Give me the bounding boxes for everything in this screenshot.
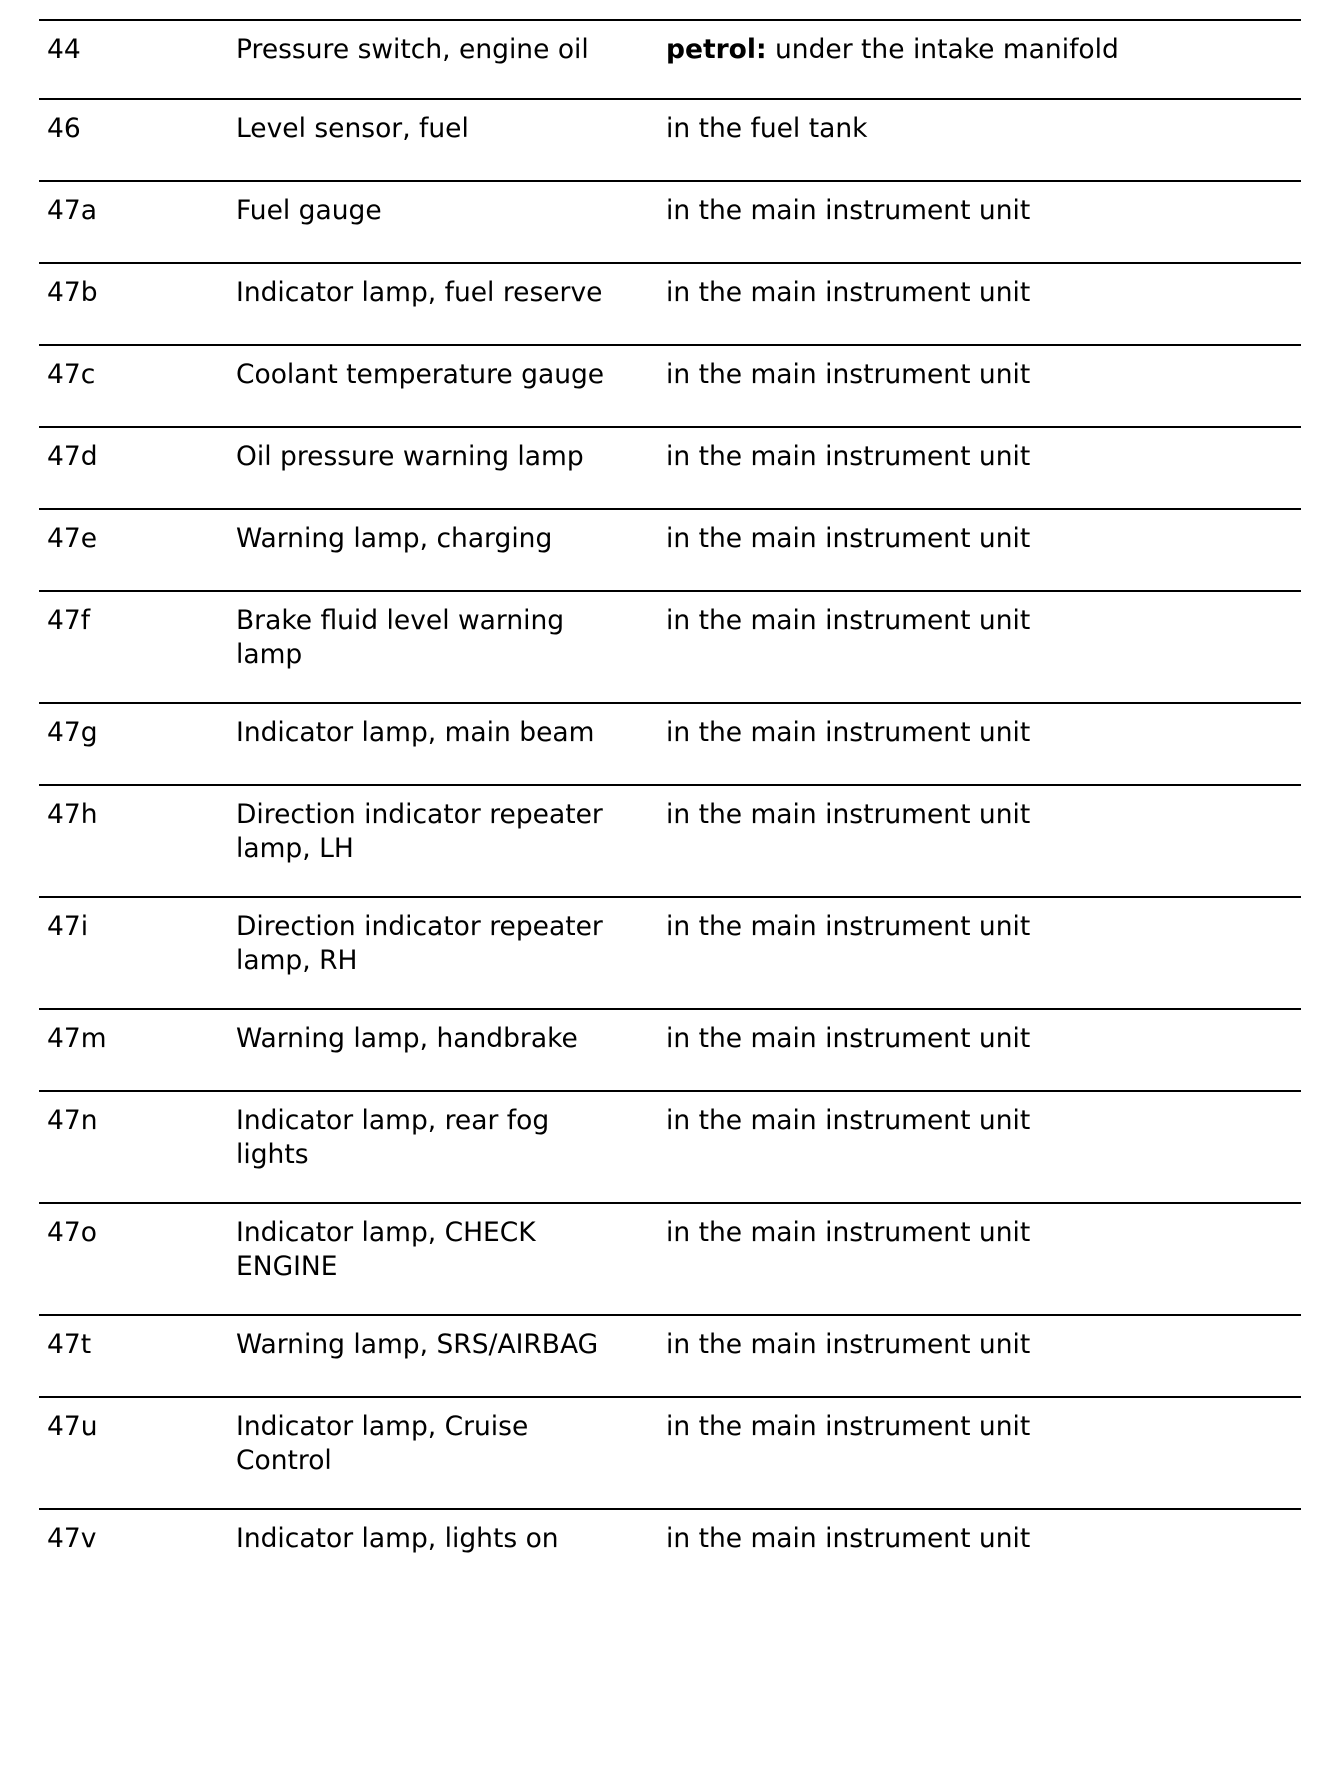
- component-name: [236, 1022, 578, 1056]
- component-name: [236, 440, 584, 474]
- component-name-line: Control: [236, 1445, 332, 1476]
- table-row: [39, 702, 1301, 784]
- component-name: [236, 1104, 549, 1172]
- component-name-line: Direction indicator repeater: [236, 911, 603, 942]
- component-name-line: Fuel gauge: [236, 195, 382, 226]
- component-name-line: lamp, LH: [236, 833, 354, 864]
- component-number: 47c: [47, 359, 96, 390]
- table-row: [39, 1314, 1301, 1396]
- table-row: [39, 508, 1301, 590]
- component-name-line: Warning lamp, SRS/AIRBAG: [236, 1329, 599, 1360]
- component-name-line: Direction indicator repeater: [236, 799, 603, 830]
- component-name-line: Indicator lamp, Cruise: [236, 1411, 529, 1442]
- component-name: [236, 522, 552, 556]
- component-name-line: Indicator lamp, main beam: [236, 717, 595, 748]
- component-name: [236, 358, 604, 392]
- table-row: [39, 19, 1301, 98]
- table-row: [39, 180, 1301, 262]
- component-name: [236, 716, 594, 750]
- table-row: [39, 896, 1301, 1008]
- component-name-line: Warning lamp, handbrake: [236, 1023, 578, 1054]
- component-name: [236, 276, 602, 310]
- component-location: in the main instrument unit: [666, 441, 1031, 472]
- component-number: 47d: [47, 441, 98, 472]
- component-number: 47a: [47, 195, 97, 226]
- component-number: 47f: [47, 605, 91, 636]
- component-name-line: Level sensor, fuel: [236, 113, 469, 144]
- table-row: [39, 1202, 1301, 1314]
- component-number: 47b: [47, 277, 98, 308]
- component-name-line: lights: [236, 1139, 309, 1170]
- component-number: 47n: [47, 1105, 98, 1136]
- component-name: [236, 798, 603, 866]
- engine-type-label: petrol:: [666, 34, 767, 65]
- component-number: 47e: [47, 523, 98, 554]
- component-location: in the main instrument unit: [666, 1411, 1031, 1442]
- component-location: in the main instrument unit: [666, 717, 1031, 748]
- component-location: in the fuel tank: [666, 113, 868, 144]
- component-location: in the main instrument unit: [666, 1329, 1031, 1360]
- component-name: [236, 910, 603, 978]
- component-location: in the main instrument unit: [666, 359, 1031, 390]
- component-location: in the main instrument unit: [666, 1523, 1031, 1554]
- component-name: [236, 1216, 536, 1284]
- component-name: [236, 194, 382, 228]
- component-name: [236, 604, 564, 672]
- component-name: [236, 1410, 528, 1478]
- component-name-line: Warning lamp, charging: [236, 523, 553, 554]
- table-row: [39, 98, 1301, 180]
- component-name-line: Indicator lamp, fuel reserve: [236, 277, 603, 308]
- component-location: in the main instrument unit: [666, 605, 1031, 636]
- component-location: in the main instrument unit: [666, 277, 1031, 308]
- component-name-line: Coolant temperature gauge: [236, 359, 605, 390]
- component-name-line: Indicator lamp, rear fog: [236, 1105, 550, 1136]
- component-name-line: Oil pressure warning lamp: [236, 441, 584, 472]
- table-row: [39, 1396, 1301, 1508]
- component-number: 44: [47, 34, 81, 65]
- component-location: in the main instrument unit: [666, 1105, 1031, 1136]
- component-name-line: lamp: [236, 639, 303, 670]
- component-number: 47m: [47, 1023, 107, 1054]
- component-name-line: ENGINE: [236, 1251, 338, 1282]
- component-number: 47v: [47, 1523, 97, 1554]
- component-number: 47h: [47, 799, 98, 830]
- table-row: [39, 262, 1301, 344]
- component-name: [236, 1328, 598, 1362]
- component-name: [236, 112, 469, 146]
- table-row: [39, 1090, 1301, 1202]
- component-name-line: Pressure switch, engine oil: [236, 34, 589, 65]
- table-row: [39, 344, 1301, 426]
- component-location-text: under the intake manifold: [766, 34, 1119, 65]
- component-location: in the main instrument unit: [666, 195, 1031, 226]
- component-number: 47u: [47, 1411, 98, 1442]
- component-location: in the main instrument unit: [666, 523, 1031, 554]
- component-name: [236, 33, 589, 67]
- component-location: in the main instrument unit: [666, 1217, 1031, 1248]
- component-name-line: Indicator lamp, CHECK: [236, 1217, 536, 1248]
- component-name-line: Brake fluid level warning: [236, 605, 565, 636]
- table-row: [39, 426, 1301, 508]
- component-name-line: lamp, RH: [236, 945, 358, 976]
- component-name: [236, 1522, 559, 1556]
- component-location: in the main instrument unit: [666, 911, 1031, 942]
- table-row: [39, 1508, 1301, 1568]
- table-row: [39, 784, 1301, 896]
- table-row: [39, 590, 1301, 702]
- component-number: 47g: [47, 717, 98, 748]
- component-number: 47t: [47, 1329, 92, 1360]
- component-number: 47i: [47, 911, 89, 942]
- component-location: in the main instrument unit: [666, 799, 1031, 830]
- component-location-table: [39, 19, 1301, 1568]
- component-number: 47o: [47, 1217, 97, 1248]
- component-name-line: Indicator lamp, lights on: [236, 1523, 559, 1554]
- component-number: 46: [47, 113, 81, 144]
- table-row: [39, 1008, 1301, 1090]
- component-location: [666, 33, 1119, 67]
- component-location: in the main instrument unit: [666, 1023, 1031, 1054]
